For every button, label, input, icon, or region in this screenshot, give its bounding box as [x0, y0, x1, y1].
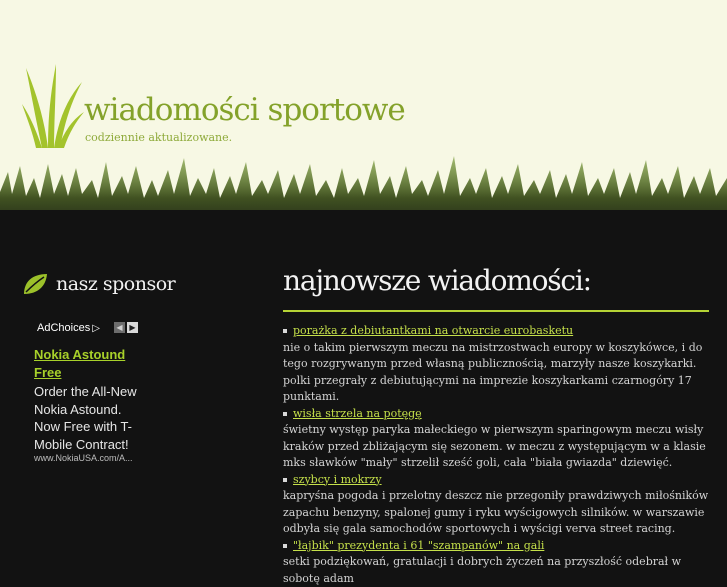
bullet-icon — [283, 329, 287, 333]
main-heading: najnowsze wiadomości: — [283, 264, 591, 297]
ad-next-button[interactable]: ▶ — [127, 322, 138, 333]
news-item — [283, 323, 711, 406]
news-description: nie o takim pierwszym meczu na mistrzostwach europy w koszykówce, i do tego rozgrywanym przed własną publicznością, marzyły nasze koszykarki. polki przegrały z debiutującymi na imprezie koszykarkami czarnogóry 17 punktami. — [283, 340, 711, 406]
adchoices-icon: ▷ — [92, 323, 100, 334]
ad-bar — [35, 320, 145, 336]
ad-block — [34, 346, 144, 463]
news-link-row — [283, 323, 711, 340]
news-link[interactable]: porażka z debiutantkami na otwarcie eurobasketu — [293, 323, 573, 340]
sidebar-title: nasz sponsor — [56, 273, 175, 295]
news-description: świetny występ paryka małeckiego w pierwszym sparingowym meczu wisły kraków przed zbliżającym się sezonem. w meczu z występującym w a klasie mks sławków "mały" strzelił sześć goli, cała "biała gwiazda" dziewięć. — [283, 422, 711, 472]
news-link[interactable]: "łajbik" prezydenta i 61 "szampanów" na gali — [293, 538, 544, 555]
news-description: setki podziękowań, gratulacji i dobrych życzeń na przyszłość odebrał w sobotę adam — [283, 554, 711, 587]
header — [0, 0, 727, 232]
bullet-icon — [283, 412, 287, 416]
ad-url[interactable]: www.NokiaUSA.com/A... — [34, 453, 144, 463]
ad-text[interactable]: Order the All-New Nokia Astound. Now Free with T-Mobile Contract! — [34, 383, 144, 453]
heading-divider — [283, 310, 709, 312]
news-description: kapryśna pogoda i przelotny deszcz nie przegoniły prawdziwych miłośników zapachu benzyny, spalonej gumy i ryku wyścigowych silników. w warszawie odbyła się gala samochodów sportowych i wyścigi verva street racing. — [283, 488, 711, 538]
news-link[interactable]: wisła strzela na potęgę — [293, 406, 422, 423]
adchoices-link[interactable] — [37, 322, 100, 334]
news-link-row — [283, 406, 711, 423]
adchoices-label: AdChoices — [37, 322, 90, 334]
news-item — [283, 406, 711, 472]
leaf-icon — [22, 272, 48, 296]
grass-border — [0, 150, 727, 232]
bullet-icon — [283, 478, 287, 482]
news-link-row — [283, 538, 711, 555]
sidebar-heading — [22, 270, 175, 298]
logo-grass-icon — [22, 60, 84, 150]
news-link-row — [283, 472, 711, 489]
news-item — [283, 472, 711, 538]
ad-title-link[interactable]: Nokia Astound Free — [34, 346, 144, 382]
site-title[interactable]: wiadomości sportowe — [84, 92, 405, 128]
ad-prev-button[interactable]: ◀ — [114, 322, 125, 333]
news-list — [283, 323, 711, 587]
news-link[interactable]: szybcy i mokrzy — [293, 472, 382, 489]
bullet-icon — [283, 544, 287, 548]
site-tagline: codziennie aktualizowane. — [85, 131, 232, 144]
